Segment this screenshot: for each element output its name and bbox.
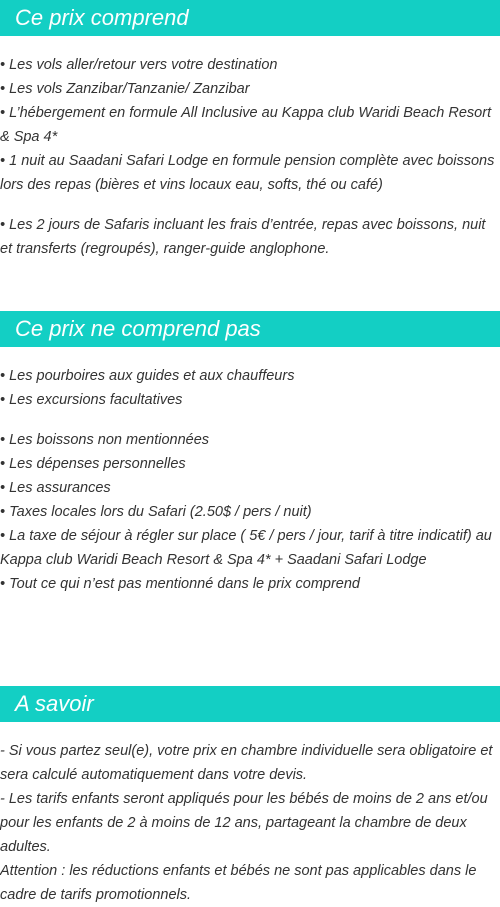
list-item: • Les vols aller/retour vers votre destination [0,57,278,73]
not-included-list [0,364,500,596]
list-item: - Si vous partez seul(e), votre prix en chambre individuelle sera obligatoire et sera calculé automatiquement dans votre devis. [0,743,493,783]
a-savoir-list [0,739,500,907]
list-item: • Les dépenses personnelles [0,456,186,472]
list-item: • Les boissons non mentionnées [0,432,210,448]
list-item: • Les excursions facultatives [0,392,183,408]
list-item: • Les vols Zanzibar/Tanzanie/ Zanzibar [0,81,250,97]
list-item: • L’hébergement en formule All Inclusive au Kappa club Waridi Beach Resort & Spa 4* [0,105,492,145]
list-item: • Les assurances [0,480,111,496]
section-header-a-savoir: A savoir [0,686,500,722]
list-item: • La taxe de séjour à régler sur place ( 5€ / pers / jour, tarif à titre indicatif) au Kappa club Waridi Beach Resort & Spa 4* + Saadani Safari Lodge [0,528,492,568]
section-header-not-included: Ce prix ne comprend pas [0,311,500,347]
list-item: • Les pourboires aux guides et aux chauffeurs [0,368,295,384]
list-item: • Les 2 jours de Safaris incluant les frais d’entrée, repas avec boissons, nuit et transferts (regroupés), ranger-guide anglophone. [0,217,486,257]
list-item: • Taxes locales lors du Safari (2.50$ / pers / nuit) [0,504,312,520]
list-item: • Tout ce qui n’est pas mentionné dans le prix comprend [0,576,361,592]
list-item: • 1 nuit au Saadani Safari Lodge en formule pension complète avec boissons lors des repas (bières et vins locaux eau, softs, thé ou café) [0,153,495,193]
section-header-included: Ce prix comprend [0,0,500,36]
list-item: Attention : les réductions enfants et bébés ne sont pas applicables dans le cadre de tarifs promotionnels. [0,863,477,903]
included-list [0,53,500,261]
list-item: - Les tarifs enfants seront appliqués pour les bébés de moins de 2 ans et/ou pour les enfants de 2 à moins de 12 ans, partageant la chambre de deux adultes. [0,791,488,855]
